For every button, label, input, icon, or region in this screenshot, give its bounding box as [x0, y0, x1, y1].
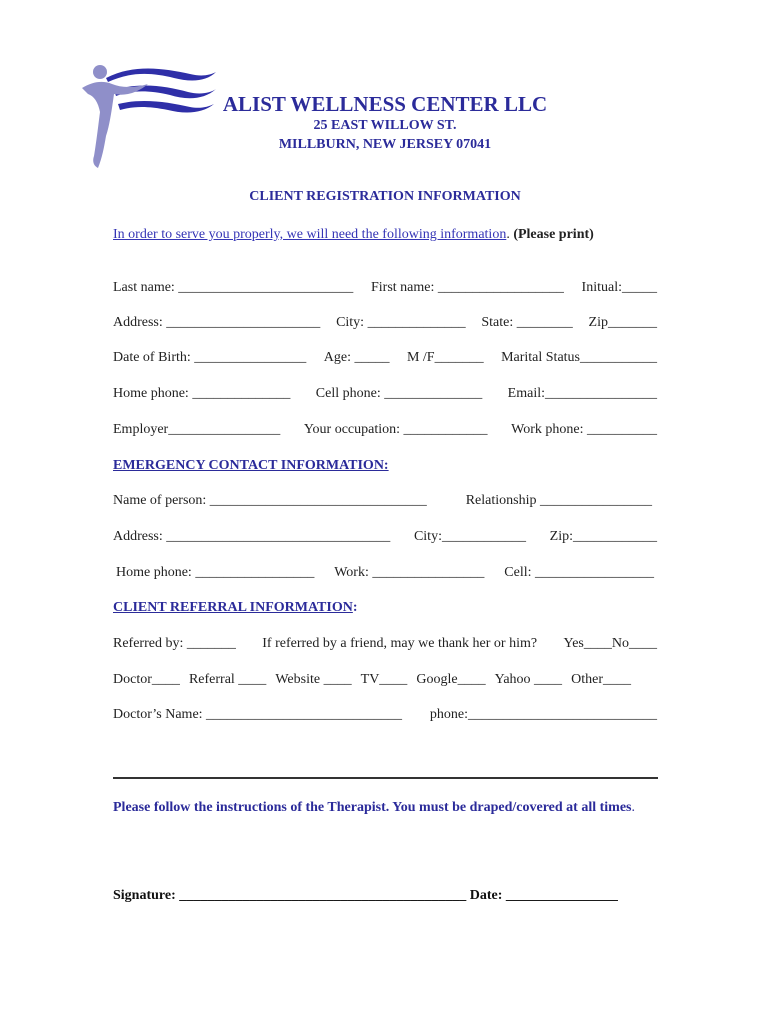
therapist-notice: [113, 799, 658, 817]
client-row-phones: [113, 386, 657, 402]
emergency-work-field[interactable]: Work: ________________: [334, 565, 485, 580]
emergency-city-field[interactable]: City:____________: [413, 529, 526, 544]
therapist-notice-text: Please follow the instructions of the Therapist. You must be draped/covered at all times: [113, 800, 632, 815]
address-line-2: MILLBURN, NEW JERSEY 07041: [278, 137, 492, 152]
relationship-field[interactable]: Relationship ________________: [465, 493, 652, 508]
logo-wave-1: [106, 69, 216, 83]
referral-heading-colon: :: [352, 600, 358, 615]
referral-row-sources: [113, 672, 631, 688]
work-phone-field[interactable]: Work phone: __________: [511, 422, 657, 437]
logo-figure-head: [93, 65, 107, 79]
emergency-row-name: [113, 493, 652, 509]
city-field[interactable]: City: ______________: [336, 315, 466, 330]
referral-row-doctor: [113, 707, 657, 723]
source-tv[interactable]: TV____: [360, 672, 408, 687]
referred-by-field[interactable]: Referred by: _______: [113, 636, 236, 651]
address-line-1: 25 EAST WILLOW ST.: [313, 118, 457, 133]
dob-field[interactable]: Date of Birth: ________________: [113, 350, 307, 365]
emergency-row-address: [113, 529, 657, 545]
intro-link[interactable]: In order to serve you properly, we will need the following information: [113, 227, 507, 242]
yes-no-field[interactable]: Yes____No____: [563, 636, 657, 651]
cell-phone-field[interactable]: Cell phone: ______________: [315, 386, 483, 401]
doctor-phone-field[interactable]: phone:___________________________: [429, 707, 657, 722]
client-row-address: [113, 315, 657, 331]
emergency-zip-field[interactable]: Zip:____________: [549, 529, 657, 544]
client-row-name: [113, 280, 657, 296]
emergency-name-field[interactable]: Name of person: _______________________________: [113, 493, 427, 508]
emergency-row-phones: [116, 565, 654, 581]
form-title: CLIENT REGISTRATION INFORMATION: [249, 189, 521, 204]
emergency-home-phone-field[interactable]: Home phone: _________________: [116, 565, 315, 580]
state-field[interactable]: State: ________: [481, 315, 573, 330]
signature-date-line[interactable]: Signature: _________________________________________ Date: ________________: [113, 888, 618, 903]
employer-field[interactable]: Employer________________: [113, 422, 281, 437]
client-row-personal: [113, 350, 657, 366]
source-other[interactable]: Other____: [571, 672, 631, 687]
friend-question: If referred by a friend, may we thank her or him?: [262, 636, 538, 651]
intro-period: .: [506, 227, 510, 242]
first-name-field[interactable]: First name: __________________: [370, 280, 564, 295]
doctor-name-field[interactable]: Doctor’s Name: ____________________________: [113, 707, 403, 722]
divider-rule: [113, 777, 658, 779]
age-field[interactable]: Age: _____: [323, 350, 390, 365]
sex-field[interactable]: M /F_______: [406, 350, 484, 365]
source-yahoo[interactable]: Yahoo ____: [494, 672, 563, 687]
address-field[interactable]: Address: ______________________: [113, 315, 321, 330]
source-doctor[interactable]: Doctor____: [113, 672, 180, 687]
marital-status-field[interactable]: Marital Status___________: [501, 350, 657, 365]
source-website[interactable]: Website ____: [275, 672, 352, 687]
org-name: ALIST WELLNESS CENTER LLC: [222, 92, 548, 116]
emergency-cell-field[interactable]: Cell: _________________: [504, 565, 654, 580]
initial-field[interactable]: Initual:_____: [581, 280, 657, 295]
therapist-notice-period: .: [631, 800, 635, 815]
emergency-address-field[interactable]: Address: ________________________________: [113, 529, 391, 544]
source-google[interactable]: Google____: [416, 672, 486, 687]
zip-field[interactable]: Zip_______: [588, 315, 657, 330]
referral-heading: [113, 600, 358, 616]
referral-row-referred: [113, 636, 657, 652]
last-name-field[interactable]: Last name: _________________________: [113, 280, 354, 295]
emergency-heading: EMERGENCY CONTACT INFORMATION:: [113, 458, 389, 473]
please-print-note: (Please print): [513, 227, 594, 242]
client-row-work: [113, 422, 657, 438]
occupation-field[interactable]: Your occupation: ____________: [303, 422, 488, 437]
email-field[interactable]: Email:________________: [507, 386, 657, 401]
home-phone-field[interactable]: Home phone: ______________: [113, 386, 291, 401]
source-referral[interactable]: Referral ____: [188, 672, 267, 687]
intro-text: [113, 227, 594, 243]
referral-heading-text: CLIENT REFERRAL INFORMATION: [113, 600, 353, 615]
